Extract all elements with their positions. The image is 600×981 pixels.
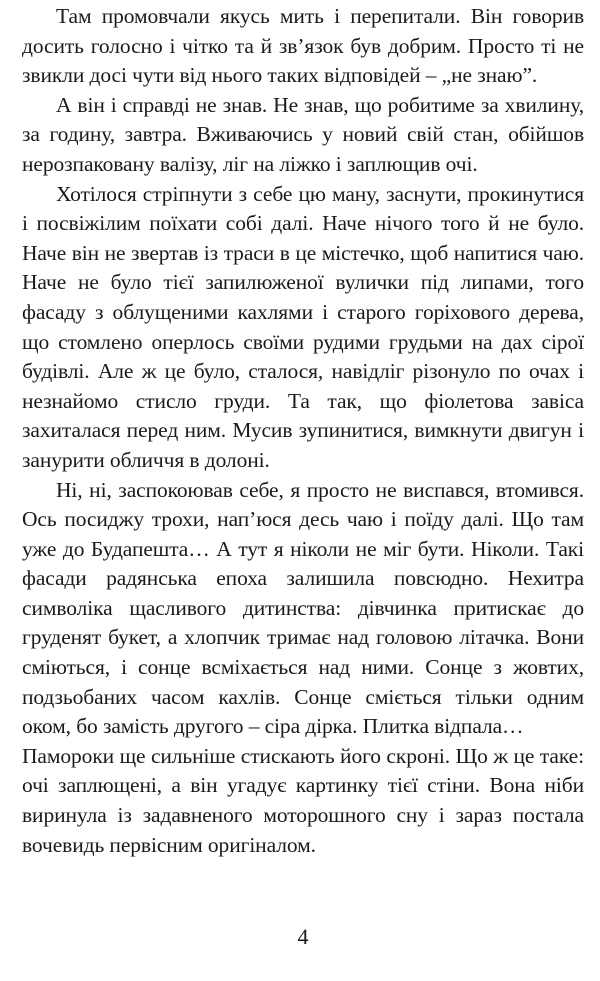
paragraph-1: Там промовчали якусь мить і перепитали. Він говорив досить голосно і чітко та й зв’язок був добрим. Просто ті не звикли досі чути від нього таких відповідей – „не знаю”. <box>22 4 584 88</box>
paragraph-5: Памороки ще сильніше стискають його скроні. Що ж це таке: очі заплющені, а він угадує картинку тієї стіни. Вона ніби виринула із задавненого моторошного сну і зараз постала вочевидь первісним оригіналом. <box>22 743 584 857</box>
page-body-text <box>22 2 584 860</box>
paragraph-3: Хотілося стріпнути з себе цю ману, заснути, прокинутися і посвіжілим поїхати собі далі. Наче нічого того й не було. Наче він не звертав із траси в це містечко, щоб напитися чаю. Наче не було тієї запилюженої вулички під липами, того фасаду з облущеними кахлями і старого горіхового дерева, що стомлено оперлось своїми рудими грудьми на дах сірої будівлі. Але ж це було, сталося, навідліг різонуло по очах і незнайомо стисло груди. Та так, що фіолетова завіса захиталася перед ним. Мусив зупинитися, вимкнути двигун і занурити обличчя в долоні. <box>22 181 584 472</box>
paragraph-2: А він і справді не знав. Не знав, що робитиме за хвилину, за годину, завтра. Вживаючись у новий свій стан, обійшов нерозпаковану валізу, ліг на ліжко і заплющив очі. <box>22 92 584 176</box>
paragraph-4: Ні, ні, заспокоював себе, я просто не виспався, втомився. Ось посиджу трохи, нап’юся десь чаю і поїду далі. Що там уже до Будапешта… А тут я ніколи не міг бути. Ніколи. Такі фасади радянська епоха залишила повсюдно. Нехитра символіка щасливого дитинства: дівчинка притискає до груденят букет, а хлопчик тримає над головою літачка. Вони сміються, і сонце всміхається над ними. Сонце з жовтих, подзьобаних часом кахлів. Сонце сміється тільки одним оком, бо замість другого – сіра дірка. Плитка відпала… <box>22 477 584 739</box>
page-number: 4 <box>297 924 309 949</box>
book-page <box>22 2 584 977</box>
